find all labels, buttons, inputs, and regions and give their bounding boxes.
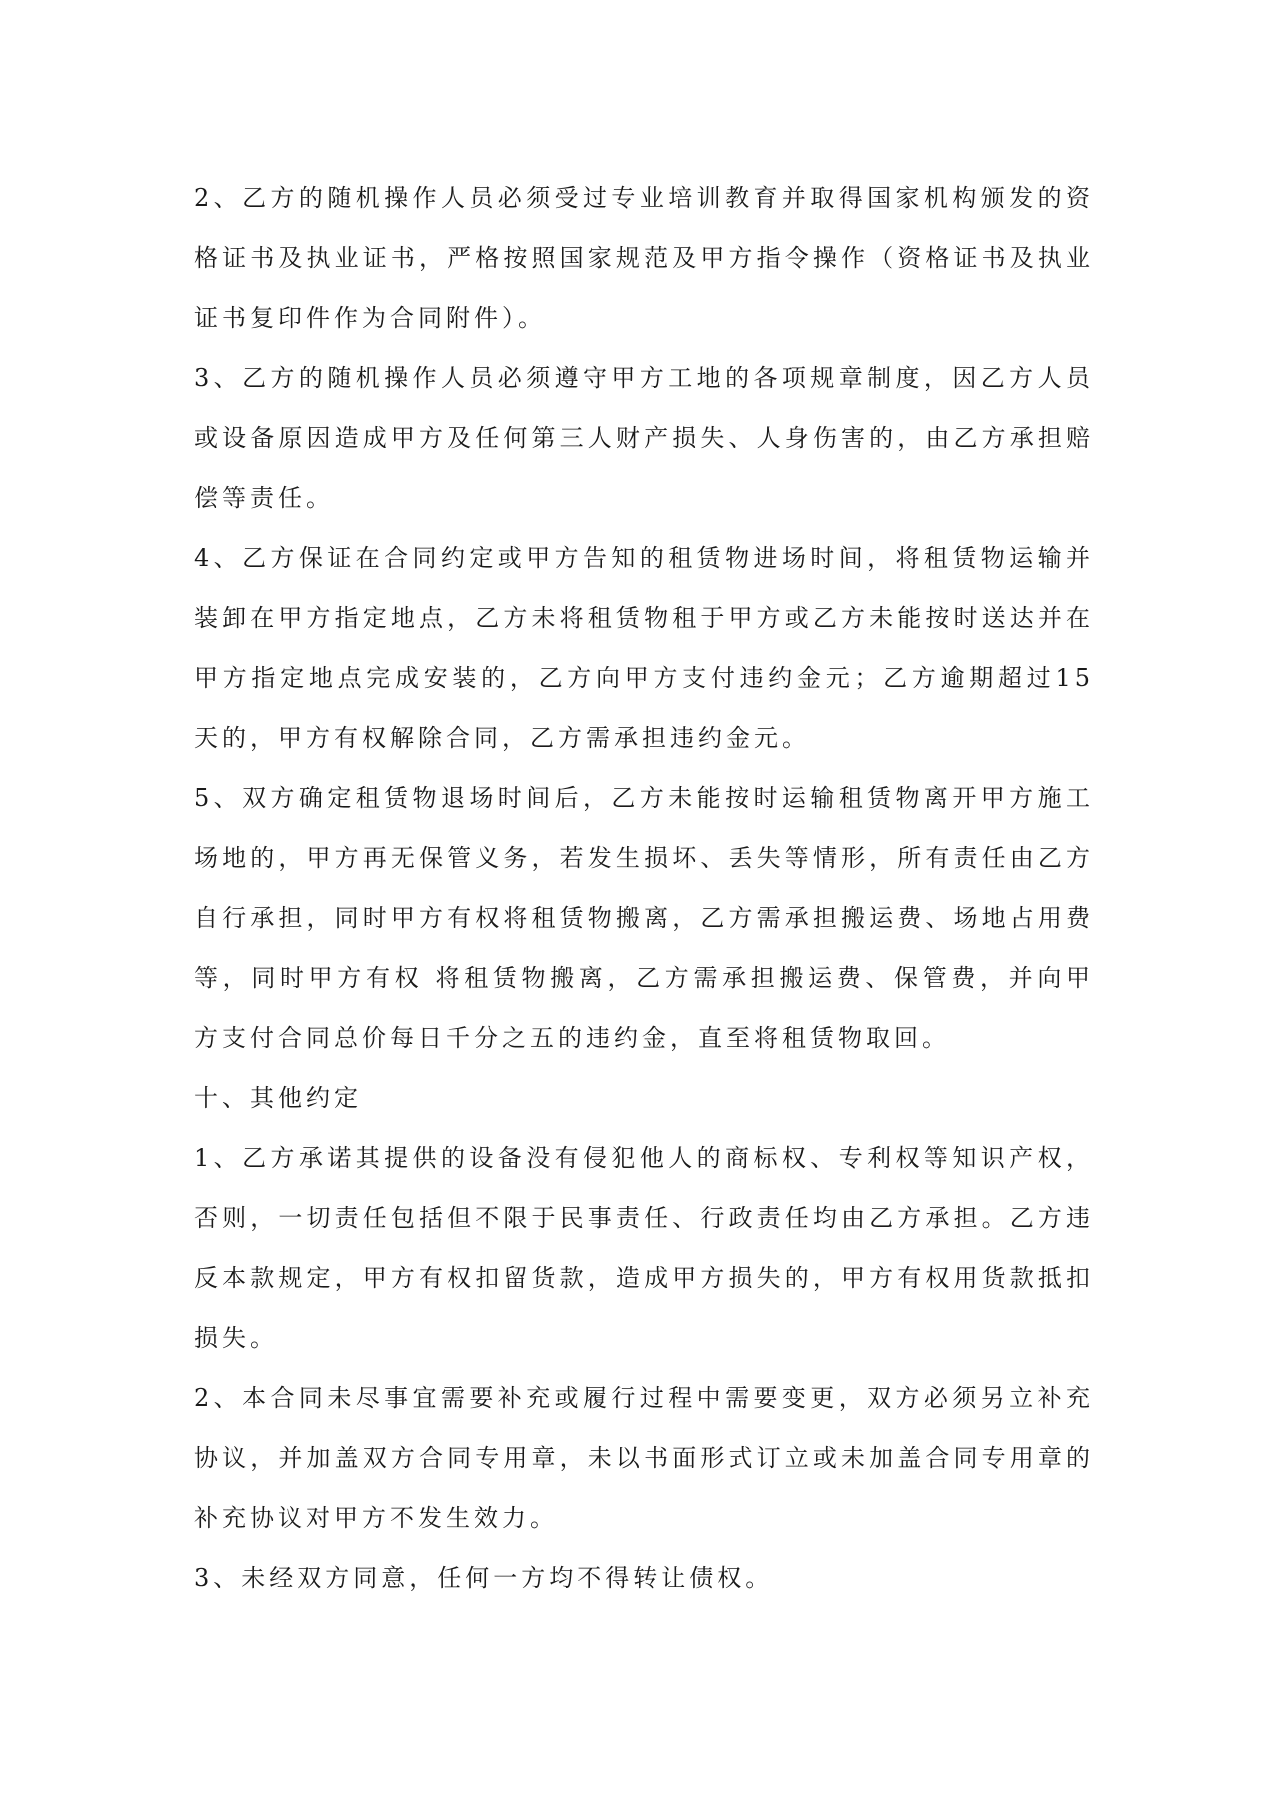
other-clause-2-supplementary-agreement: 2、本合同未尽事宜需要补充或履行过程中需要变更，双方必须另立补充协议，并加盖双方合同专用章，未以书面形式订立或未加盖合同专用章的补充协议对甲方不发生效力。	[194, 1384, 1094, 1532]
section-heading-other-terms: 十、其他约定	[194, 1084, 362, 1112]
other-clause-1-ip-rights: 1、乙方承诺其提供的设备没有侵犯他人的商标权、专利权等知识产权，否则，一切责任包括但不限于民事责任、行政责任均由乙方承担。乙方违反本款规定，甲方有权扣留货款，造成甲方损失的，甲方有权用货款抵扣损失。	[194, 1144, 1094, 1352]
clause-3-site-rules: 3、乙方的随机操作人员必须遵守甲方工地的各项规章制度，因乙方人员或设备原因造成甲方及任何第三人财产损失、人身伤害的，由乙方承担赔偿等责任。	[194, 364, 1094, 512]
clause-4-delivery-penalty: 4、乙方保证在合同约定或甲方告知的租赁物进场时间，将租赁物运输并装卸在甲方指定地点，乙方未将租赁物租于甲方或乙方未能按时送达并在甲方指定地点完成安装的，乙方向甲方支付违约金元；乙方逾期超过15天的，甲方有权解除合同，乙方需承担违约金元。	[194, 544, 1094, 752]
document-body	[194, 168, 1094, 1608]
other-clause-3-no-assignment: 3、未经双方同意，任何一方均不得转让债权。	[194, 1564, 774, 1592]
clause-2-operator-qualification: 2、乙方的随机操作人员必须受过专业培训教育并取得国家机构颁发的资格证书及执业证书，严格按照国家规范及甲方指令操作（资格证书及执业证书复印件作为合同附件）。	[194, 184, 1094, 332]
clause-5-removal-penalty: 5、双方确定租赁物退场时间后，乙方未能按时运输租赁物离开甲方施工场地的，甲方再无保管义务，若发生损坏、丢失等情形，所有责任由乙方自行承担，同时甲方有权将租赁物搬离，乙方需承担搬运费、场地占用费等，同时甲方有权 将租赁物搬离，乙方需承担搬运费、保管费，并向甲方支付合同总价每日千分之五的违约金，直至将租赁物取回。	[194, 784, 1094, 1052]
